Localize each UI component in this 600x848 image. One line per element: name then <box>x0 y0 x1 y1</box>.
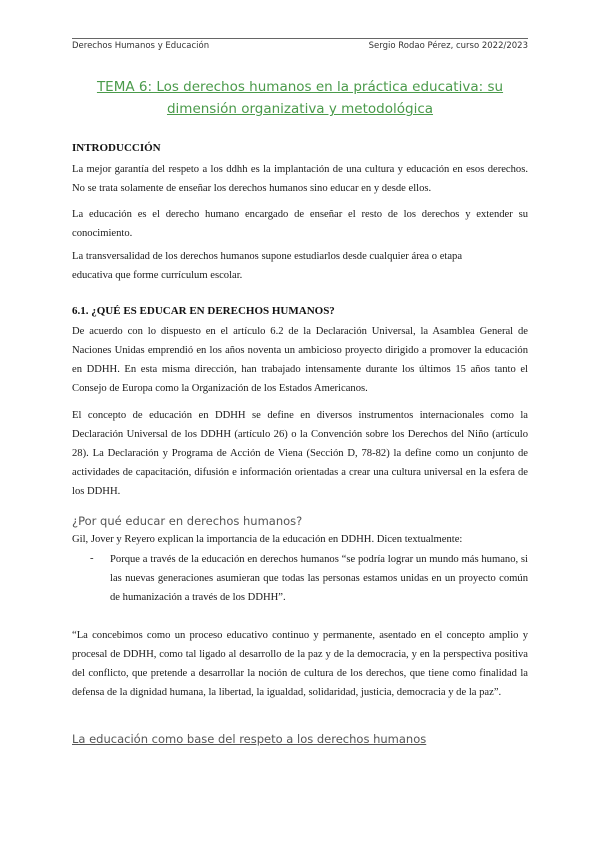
header-author: Sergio Rodao Pérez, curso 2022/2023 <box>368 41 528 51</box>
section-6-1-paragraph-1: De acuerdo con lo dispuesto en el artículo 6.2 de la Declaración Universal, la Asamblea General de Naciones Unidas emprendió en los años noventa un ambicioso proyecto dirigido a promover la educación en DDHH. En esta misma dirección, han trabajado intensamente durante los últimos 15 años tanto el Consejo de Europa como la Organización de los Estados Americanos. <box>72 326 528 394</box>
intro-paragraph-3: La transversalidad de los derechos humanos supone estudiarlos desde cualquier área o etapa educativa que forme currículum escolar. <box>72 251 463 281</box>
definition-quote: “La concebimos como un proceso educativo continuo y permanente, asentado en el concepto amplio y procesal de DDHH, como tal ligado al desarrollo de la paz y de la democracia, y en la perspectiva positiva del conflicto, que pretende a desarrollar la noción de cultura de los derechos, que tiene como finalidad la defensa de la dignidad humana, la libertad, la igualdad, solidaridad, justicia, democracia y de la paz”. <box>72 630 528 698</box>
intro-paragraph-1: La mejor garantía del respeto a los ddhh es la implantación de una cultura y educación en esos derechos. No se trata solamente de enseñar los derechos humanos sino educar en y desde ellos. <box>72 164 528 194</box>
intro-paragraph-2: La educación es el derecho humano encargado de enseñar el resto de los derechos y extender su conocimiento. <box>72 209 528 239</box>
intro-heading: INTRODUCCIÓN <box>72 142 161 154</box>
section-6-1-paragraph-2: El concepto de educación en DDHH se define en diversos instrumentos internacionales como la Declaración Universal de los DDHH (artículo 26) o la Convención sobre los Derechos del Niño (artículo 28). La Declaración y Programa de Acción de Viena (Sección D, 78-82) la define como un conjunto de actividades de capacitación, difusión e información orientadas a crear una cultura universal en la esfera de los DDHH. <box>72 410 528 497</box>
why-heading: ¿Por qué educar en derechos humanos? <box>72 514 303 528</box>
why-intro: Gil, Jover y Reyero explican la importancia de la educación en DDHH. Dicen textualmente: <box>72 534 463 545</box>
section-6-1-heading: 6.1. ¿QUÉ ES EDUCAR EN DERECHOS HUMANOS? <box>72 305 335 317</box>
next-section-heading: La educación como base del respeto a los derechos humanos <box>72 732 427 746</box>
header-rule <box>72 38 528 39</box>
header-course: Derechos Humanos y Educación <box>72 41 210 51</box>
why-bullet-text: Porque a través de la educación en derechos humanos “se podría lograr un mundo más humano, si las nuevas generaciones asumieran que todas las personas estamos unidas en un proyecto común de humanización a través de los DDHH”. <box>110 554 528 603</box>
bullet-marker: - <box>90 553 94 564</box>
document-title: TEMA 6: Los derechos humanos en la práctica educativa: su dimensión organizativa y metodológica <box>96 79 504 117</box>
